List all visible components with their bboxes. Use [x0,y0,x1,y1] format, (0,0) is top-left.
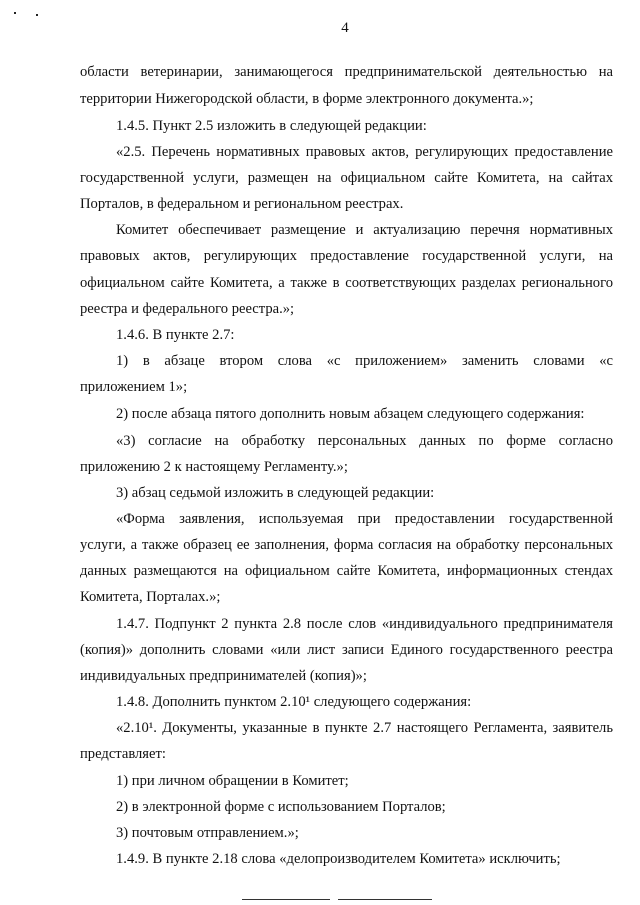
text-line: «Форма заявления, используемая при предоставлении государственной [116,511,613,527]
text-line: Порталов, в федеральном и региональном реестрах. [80,196,404,212]
text-line: 1) при личном обращении в Комитет; [116,773,349,789]
text-line: представляет: [80,746,166,762]
text-line: официальном сайте Комитета, а также в соответствующих разделах регионального [80,275,613,291]
text-line: 1.4.6. В пункте 2.7: [116,327,235,343]
text-line: 2) после абзаца пятого дополнить новым абзацем следующего содержания: [116,406,585,422]
text-line: 2) в электронной форме с использованием Порталов; [116,799,446,815]
text-line: данных размещаются на официальном сайте Комитета, информационных стендах [80,563,613,579]
text-line: 1.4.7. Подпункт 2 пункта 2.8 после слов «индивидуального предпринимателя [116,616,613,632]
text-line: Комитета, Порталах.»; [80,589,221,605]
scan-mark [14,12,16,14]
text-line: 3) почтовым отправлением.»; [116,825,299,841]
text-line: (копия)» дополнить словами «или лист записи Единого государственного реестра [80,642,613,658]
text-line: «3) согласие на обработку персональных данных по форме согласно [116,433,613,449]
text-line: приложению 2 к настоящему Регламенту.»; [80,459,348,475]
text-line: Комитет обеспечивает размещение и актуализацию перечня нормативных [116,222,613,238]
text-line: реестра и федерального реестра.»; [80,301,295,317]
text-line: приложением 1»; [80,379,188,395]
text-line: услуги, а также образец ее заполнения, форма согласия на обработку персональных [80,537,613,553]
text-line: 1.4.5. Пункт 2.5 изложить в следующей редакции: [116,118,427,134]
text-line: правовых актов, регулирующих предоставление государственной услуги, на [80,248,613,264]
bottom-rule [338,899,432,900]
text-line: 1) в абзаце втором слова «с приложением» заменить словами «с [116,353,613,369]
text-line: территории Нижегородской области, в форме электронного документа.»; [80,91,534,107]
scan-mark [36,14,38,16]
page-number: 4 [341,20,349,36]
text-line: «2.10¹. Документы, указанные в пункте 2.7 настоящего Регламента, заявитель [116,720,613,736]
text-line: 3) абзац седьмой изложить в следующей редакции: [116,485,435,501]
bottom-rule [242,899,330,900]
text-line: индивидуальных предпринимателей (копия)»; [80,668,367,684]
text-line: 1.4.9. В пункте 2.18 слова «делопроизводителем Комитета» исключить; [116,851,561,867]
text-line: области ветеринарии, занимающегося предпринимательской деятельностью на [80,64,613,80]
text-line: 1.4.8. Дополнить пунктом 2.10¹ следующего содержания: [116,694,472,710]
text-line: государственной услуги, размещен на официальном сайте Комитета, на сайтах [80,170,613,186]
text-line: «2.5. Перечень нормативных правовых актов, регулирующих предоставление [116,144,613,160]
